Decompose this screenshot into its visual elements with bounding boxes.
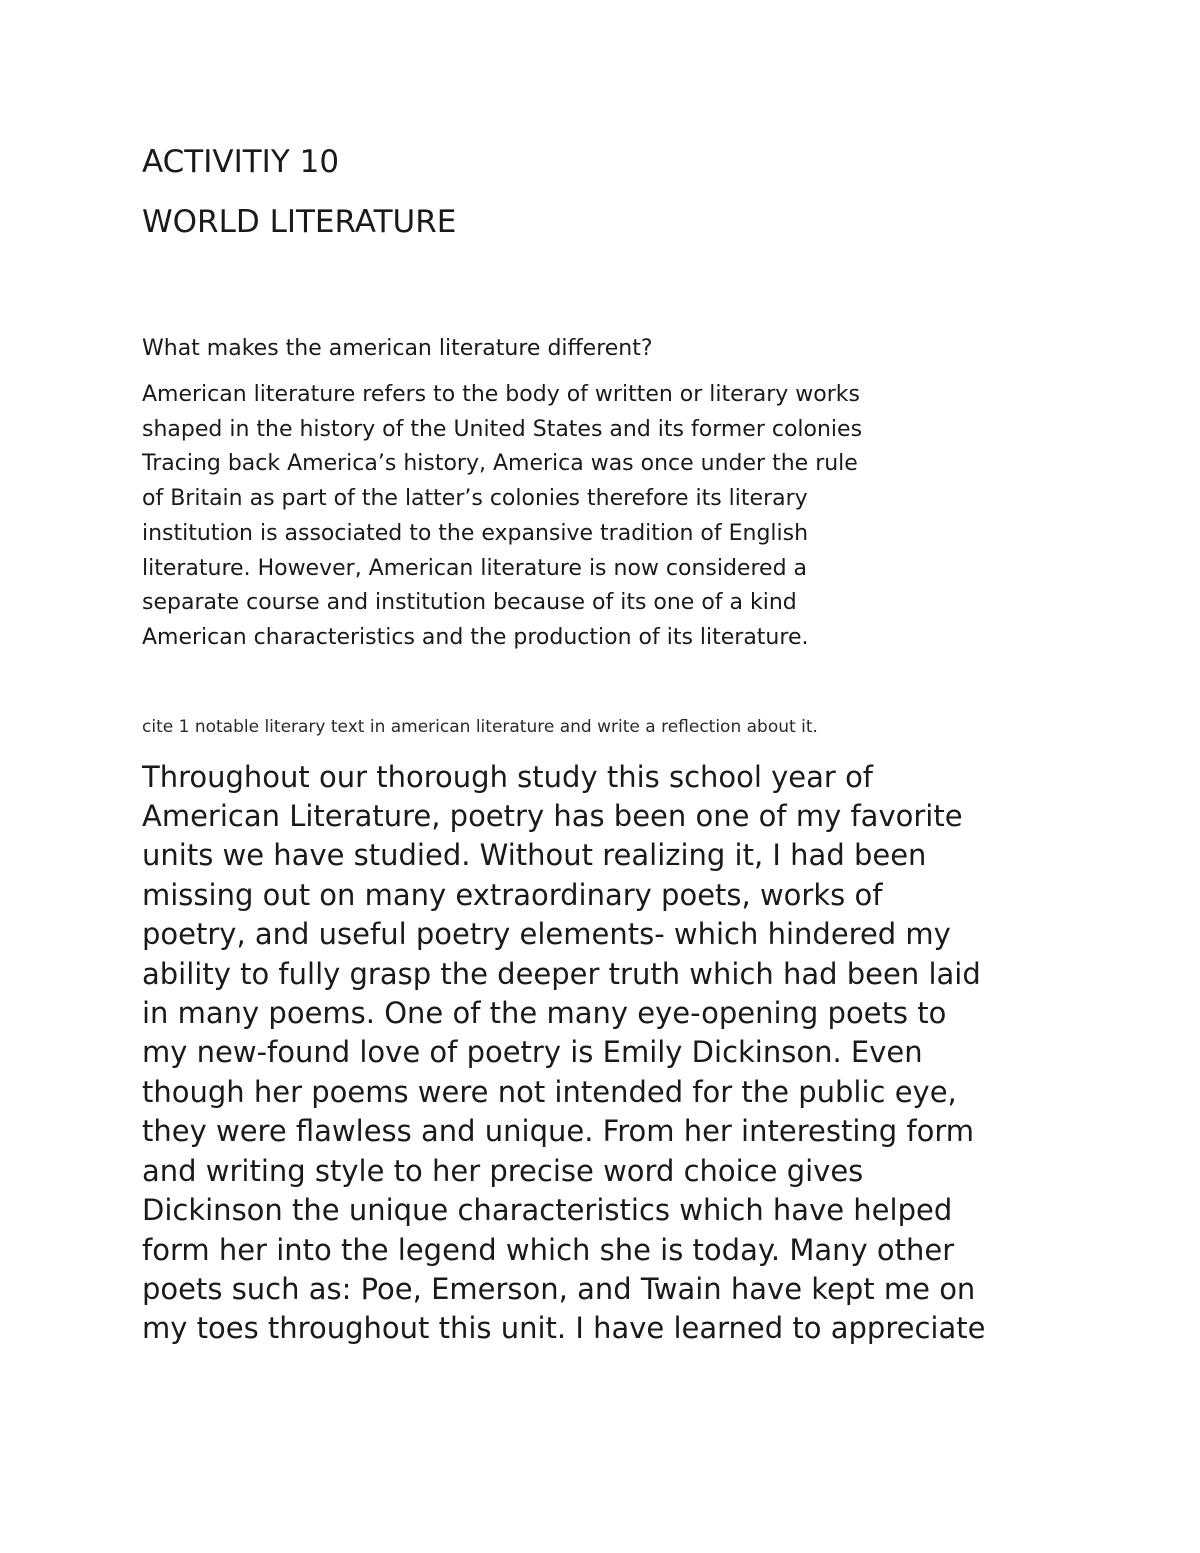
answer-2-line: ability to fully grasp the deeper truth which had been laid bbox=[142, 956, 981, 991]
answer-2-line: my toes throughout this unit. I have learned to appreciate bbox=[142, 1311, 986, 1346]
answer-1-line: separate course and institution because of its one of a kind bbox=[142, 590, 797, 616]
course-title: WORLD LITERATURE bbox=[142, 204, 457, 240]
answer-2-line: form her into the legend which she is today. Many other bbox=[142, 1232, 955, 1267]
answer-2-line: in many poems. One of the many eye-opening poets to bbox=[142, 996, 947, 1031]
activity-title: ACTIVITIY 10 bbox=[142, 144, 340, 180]
answer-1-line: shaped in the history of the United States and its former colonies bbox=[142, 416, 863, 442]
question-2: cite 1 notable literary text in american literature and write a reflection about it. bbox=[142, 716, 818, 737]
question-1: What makes the american literature different? bbox=[142, 336, 653, 361]
answer-2-line: American Literature, poetry has been one of my favorite bbox=[142, 799, 963, 834]
answer-1-line: institution is associated to the expansive tradition of English bbox=[142, 520, 809, 546]
document-body bbox=[142, 140, 1072, 1349]
answer-2-line: they were flawless and unique. From her interesting form bbox=[142, 1114, 974, 1149]
answer-2-line: and writing style to her precise word choice gives bbox=[142, 1153, 864, 1188]
answer-2-line: units we have studied. Without realizing it, I had been bbox=[142, 838, 927, 873]
answer-2-paragraph bbox=[142, 758, 1072, 1349]
answer-2-line: poetry, and useful poetry elements- which hindered my bbox=[142, 917, 951, 952]
answer-2-line: Throughout our thorough study this school year of bbox=[142, 759, 874, 794]
answer-2-line: poets such as: Poe, Emerson, and Twain have kept me on bbox=[142, 1271, 976, 1306]
answer-1-line: Tracing back America’s history, America was once under the rule bbox=[142, 451, 858, 477]
answer-1-line: of Britain as part of the latter’s colonies therefore its literary bbox=[142, 486, 808, 512]
answer-1-line: literature. However, American literature is now considered a bbox=[142, 555, 808, 581]
answer-2-line: my new-found love of poetry is Emily Dickinson. Even bbox=[142, 1035, 923, 1070]
answer-2-line: Dickinson the unique characteristics which have helped bbox=[142, 1193, 953, 1228]
answer-1-line: American literature refers to the body of written or literary works bbox=[142, 382, 860, 407]
answer-2-line: missing out on many extraordinary poets, works of bbox=[142, 877, 883, 912]
answer-2-line: though her poems were not intended for the public eye, bbox=[142, 1074, 957, 1109]
answer-1-paragraph bbox=[142, 378, 1072, 656]
answer-1-line: American characteristics and the production of its literature. bbox=[142, 624, 809, 650]
